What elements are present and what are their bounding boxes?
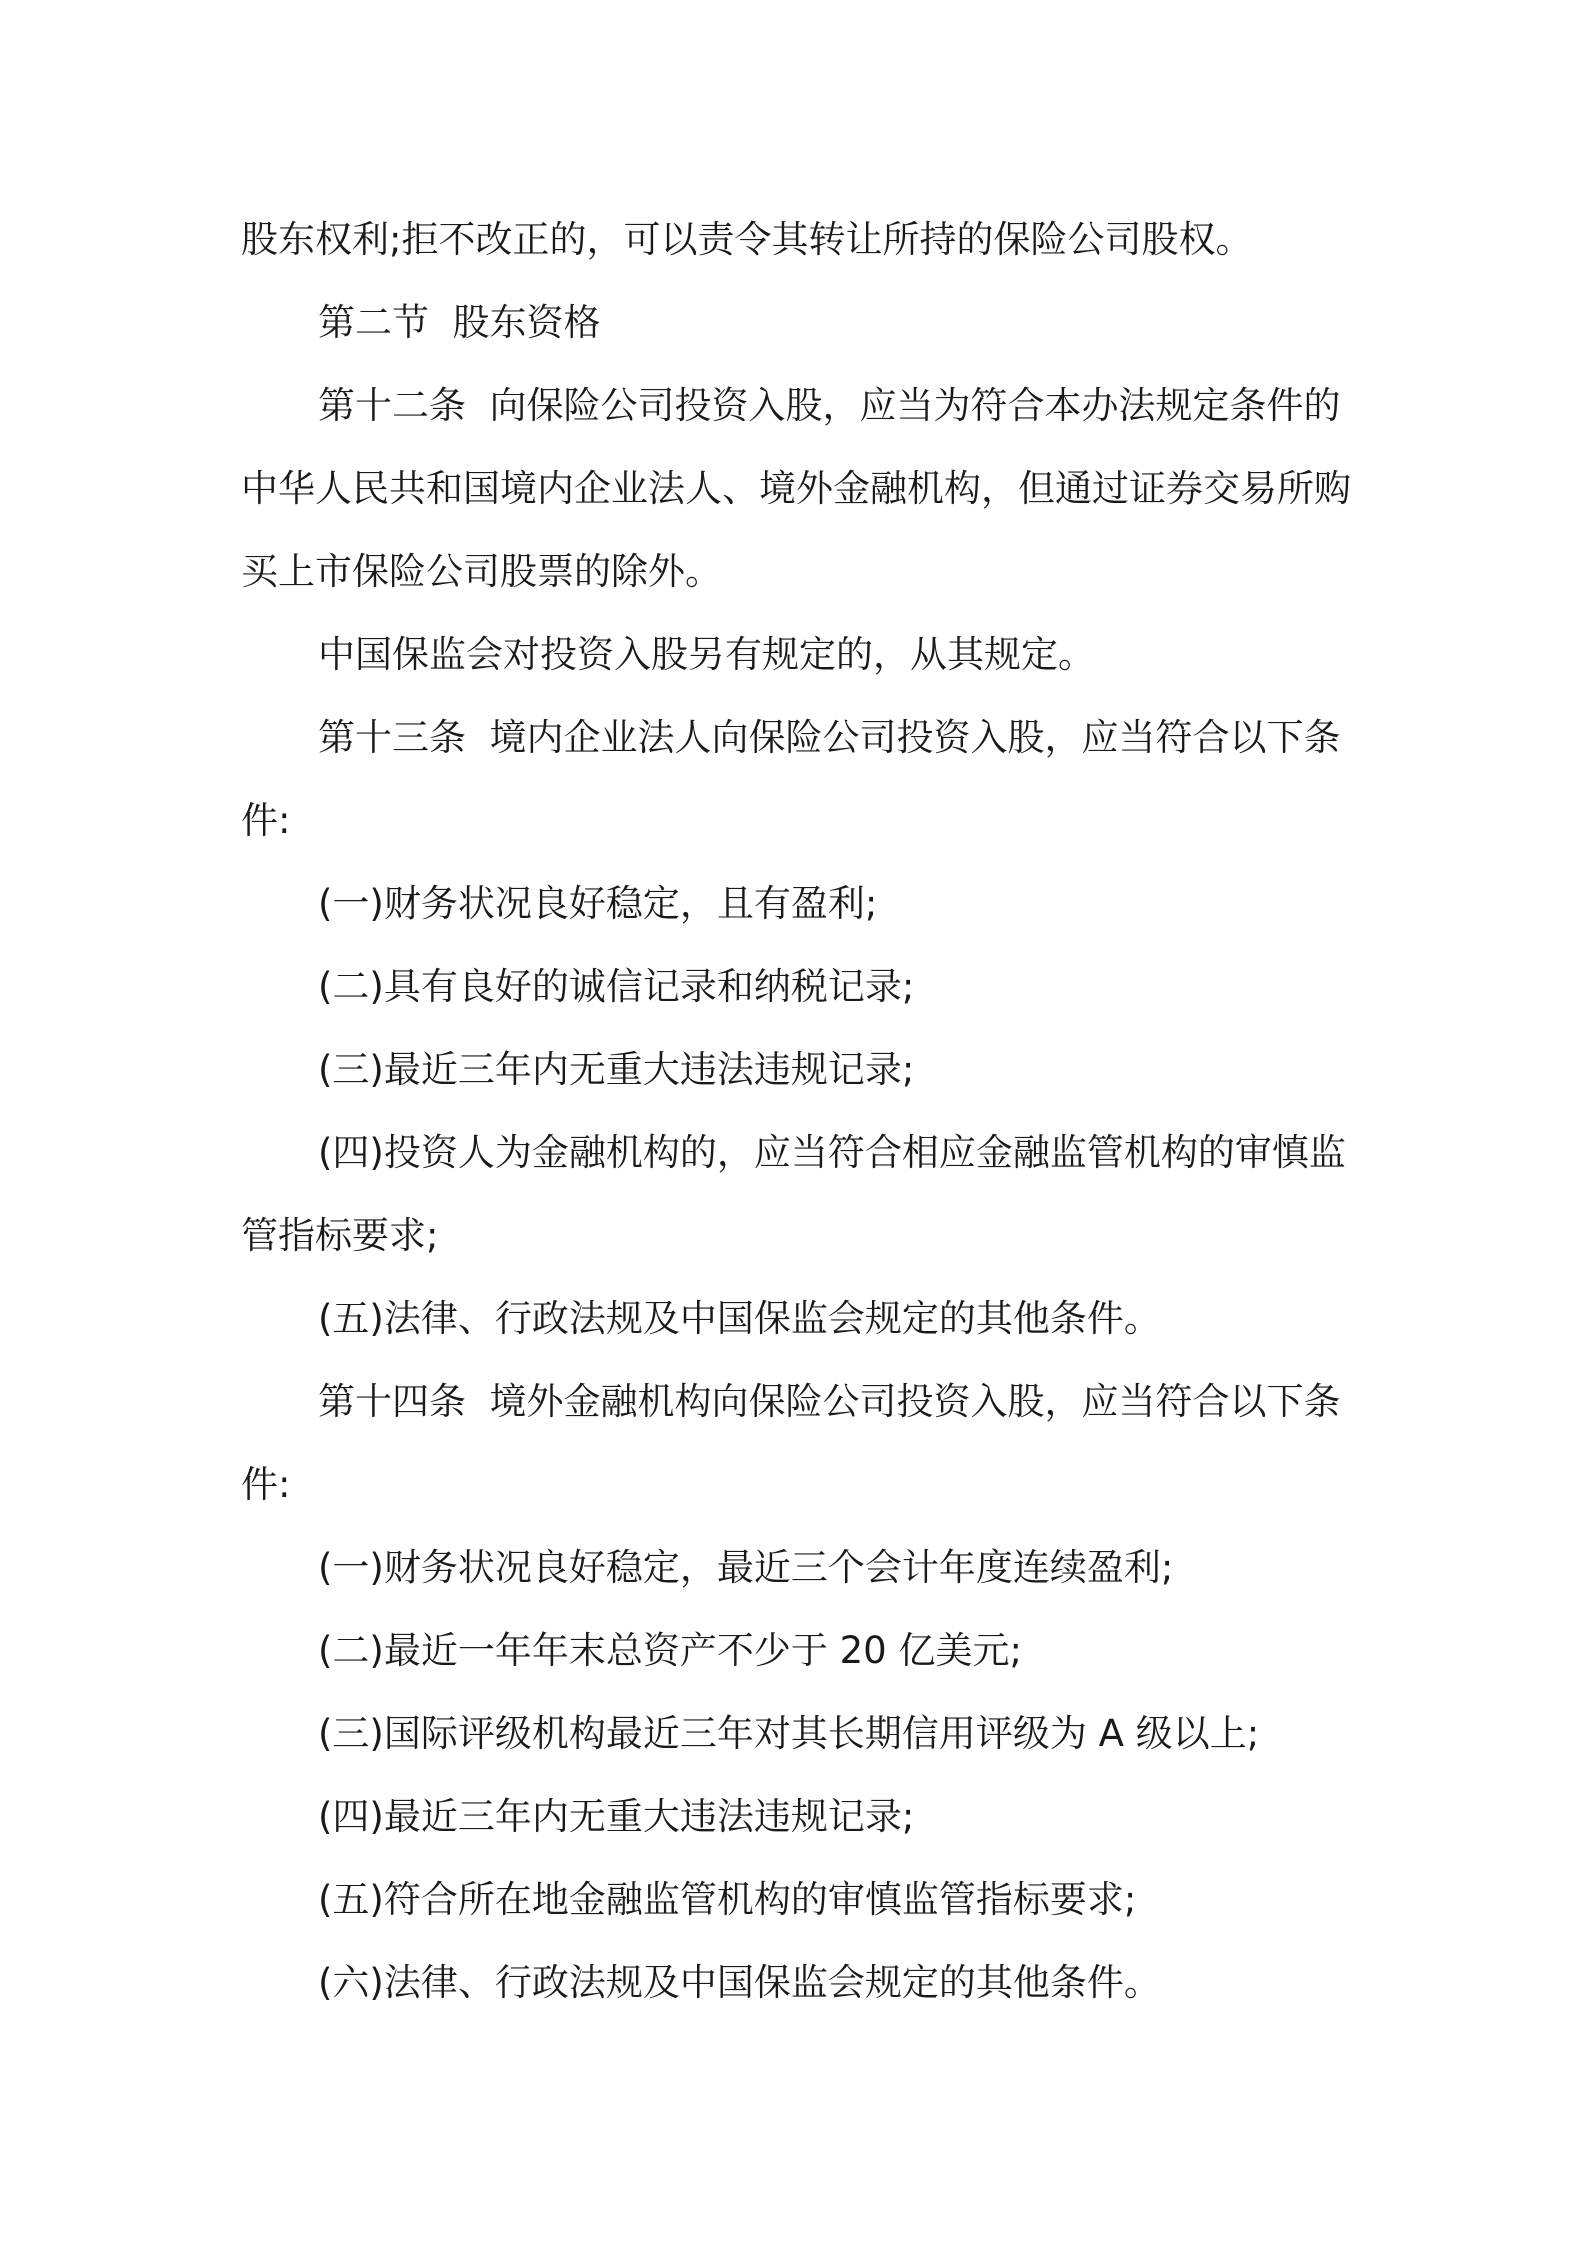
article-14-item-2: (二)最近一年年末总资产不少于 20 亿美元; (318, 1629, 1022, 1672)
article-12-note: 中国保监会对投资入股另有规定的，从其规定。 (318, 633, 1095, 676)
article-13-item-4-line-2: 管指标要求; (241, 1214, 439, 1257)
article-14-item-4: (四)最近三年内无重大违法违规记录; (318, 1795, 915, 1838)
article-13-item-2: (二)具有良好的诚信记录和纳税记录; (318, 965, 915, 1008)
article-14-item-3: (三)国际评级机构最近三年对其长期信用评级为 A 级以上; (318, 1712, 1260, 1755)
article-12-line-3: 买上市保险公司股票的除外。 (241, 550, 722, 593)
article-13-item-4-line-1: (四)投资人为金融机构的，应当符合相应金融监管机构的审慎监 (318, 1131, 1346, 1174)
document-body (241, 198, 1359, 2024)
article-14-line-1: 第十四条 境外金融机构向保险公司投资入股，应当符合以下条 (318, 1380, 1341, 1423)
article-13-item-1: (一)财务状况良好稳定，且有盈利; (318, 882, 878, 925)
article-13-line-2: 件: (241, 799, 291, 842)
article-14-line-2: 件: (241, 1463, 291, 1506)
article-13-item-5: (五)法律、行政法规及中国保监会规定的其他条件。 (318, 1297, 1161, 1340)
article-13-item-3: (三)最近三年内无重大违法违规记录; (318, 1048, 915, 1091)
article-12-line-2: 中华人民共和国境内企业法人、境外金融机构，但通过证券交易所购 (241, 467, 1351, 510)
article-12-line-1: 第十二条 向保险公司投资入股，应当为符合本办法规定条件的 (318, 384, 1341, 427)
article-14-item-6: (六)法律、行政法规及中国保监会规定的其他条件。 (318, 1961, 1161, 2004)
article-13-line-1: 第十三条 境内企业法人向保险公司投资入股，应当符合以下条 (318, 716, 1341, 759)
paragraph-continuation-shareholder-rights: 股东权利;拒不改正的，可以责令其转让所持的保险公司股权。 (241, 218, 1253, 261)
article-14-item-5: (五)符合所在地金融监管机构的审慎监管指标要求; (318, 1878, 1137, 1921)
section-heading-shareholder-qualification: 第二节 股东资格 (318, 301, 601, 344)
article-14-item-1: (一)财务状况良好稳定，最近三个会计年度连续盈利; (318, 1546, 1174, 1589)
